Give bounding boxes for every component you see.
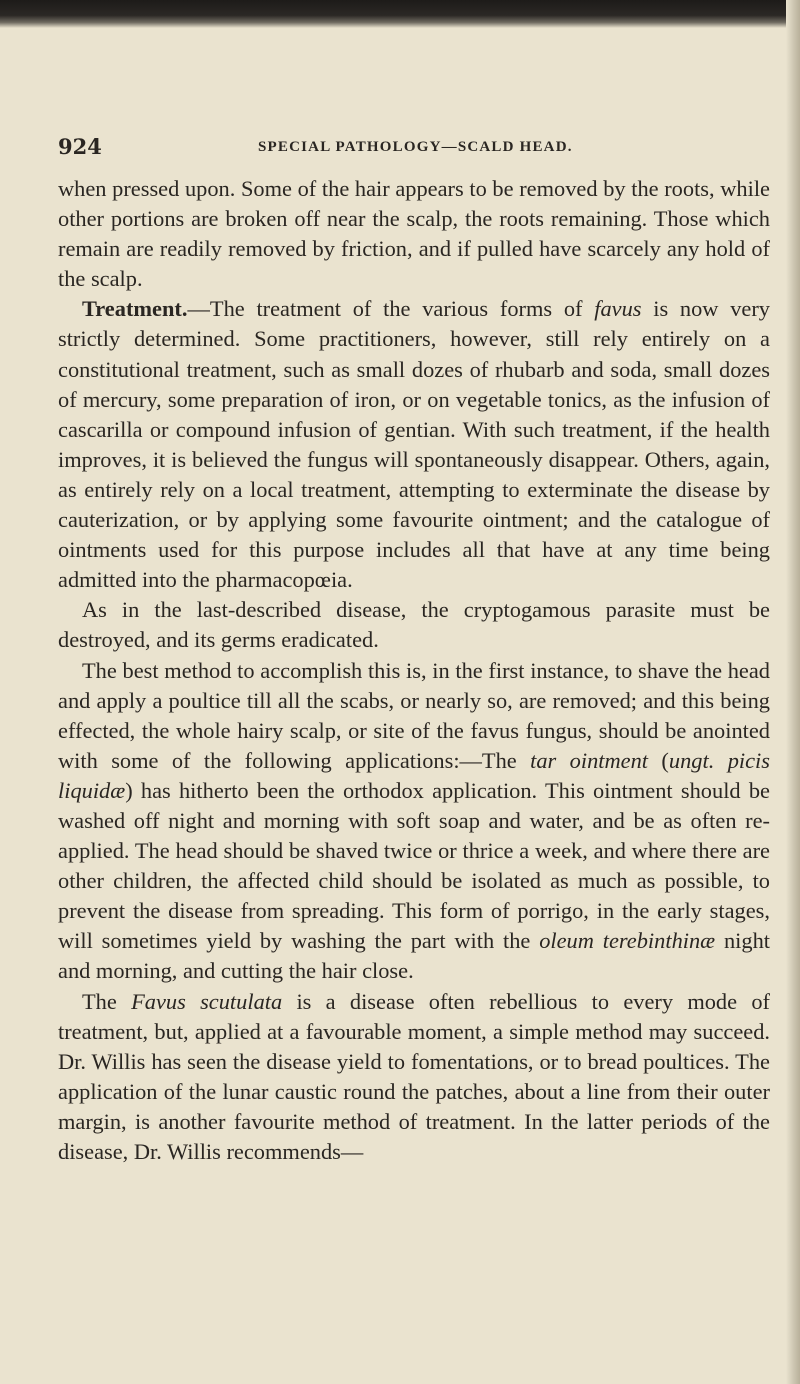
paragraph-parasite (58, 595, 770, 655)
page-top-shadow (0, 0, 800, 28)
page-header (58, 134, 770, 174)
paragraph-text: is now very strictly determined. Some practitioners, however, still rely entirely on a constitutional treatment, such as small dozes of rhubarb and soda, small dozes of mercury, some preparation of iron, or on vegetable tonics, as the infusion of cascarilla or compound infusion of gentian. With such treatment, if the health improves, it is believed the fungus will spontaneously disappear. Others, again, as entirely rely on a local treatment, attempting to exterminate the disease by cauterization, or by applying some favourite ointment; and the catalogue of ointments used for this purpose includes all that have at any time being admitted into the pharmacopœia. (58, 296, 770, 593)
paragraph-method (58, 656, 770, 987)
paragraph-text: —The treatment of the various forms of (187, 296, 595, 322)
paragraph-favus-scutulata (58, 987, 770, 1168)
running-head: SPECIAL PATHOLOGY—SCALD HEAD. (258, 139, 573, 155)
book-page (58, 134, 770, 1167)
paragraph-text: The best method to accomplish this is, in the first instance, to shave the head and apply a poultice till all the scabs, or nearly so, are removed; and this being effected, the whole hairy scalp, or site of the favus fungus, should be anointed with some of the following applications:—The (58, 657, 770, 773)
paragraph-text: ) has hitherto been the orthodox application. This ointment should be washed off night and morning with soft soap and water, and be as often re-applied. The head should be shaved twice or thrice a week, and where there are other children, the affected child should be isolated as much as possible, to prevent the disease from spreading. This form of porrigo, in the early stages, will sometimes yield by washing the part with the (58, 777, 770, 954)
italic-term: Favus scutulata (131, 988, 283, 1014)
paragraph-1 (58, 174, 770, 294)
paragraph-treatment (58, 294, 770, 595)
paragraph-text: is a disease often rebellious to every mode of treatment, but, applied at a favourable moment, a simple method may succeed. Dr. Willis has seen the disease yield to fomentations, or to bread poultices. The application of the lunar caustic round the patches, about a line from their outer margin, is another favourite method of treatment. In the latter periods of the disease, Dr. Willis recommends— (58, 988, 770, 1164)
paragraph-text: night and morning, and cutting the hair close. (58, 928, 770, 984)
page-number: 924 (58, 134, 102, 159)
paragraph-text: ( (648, 747, 669, 773)
italic-term: favus (594, 296, 642, 322)
paragraph-text: The (82, 988, 132, 1014)
italic-term: oleum terebinthinæ (539, 928, 716, 954)
italic-term: ungt. picis liquidæ (58, 747, 770, 803)
italic-term: tar ointment (530, 747, 649, 773)
paragraph-text: when pressed upon. Some of the hair appears to be removed by the roots, while other portions are broken off near the scalp, the roots remaining. Those which remain are readily removed by friction, and if pulled have scarcely any hold of the scalp. (58, 176, 770, 292)
paragraph-text: As in the last-described disease, the cryptogamous parasite must be destroyed, and its germs eradicated. (58, 597, 770, 653)
page-right-edge (786, 0, 800, 1384)
treatment-heading: Treatment. (82, 296, 188, 322)
